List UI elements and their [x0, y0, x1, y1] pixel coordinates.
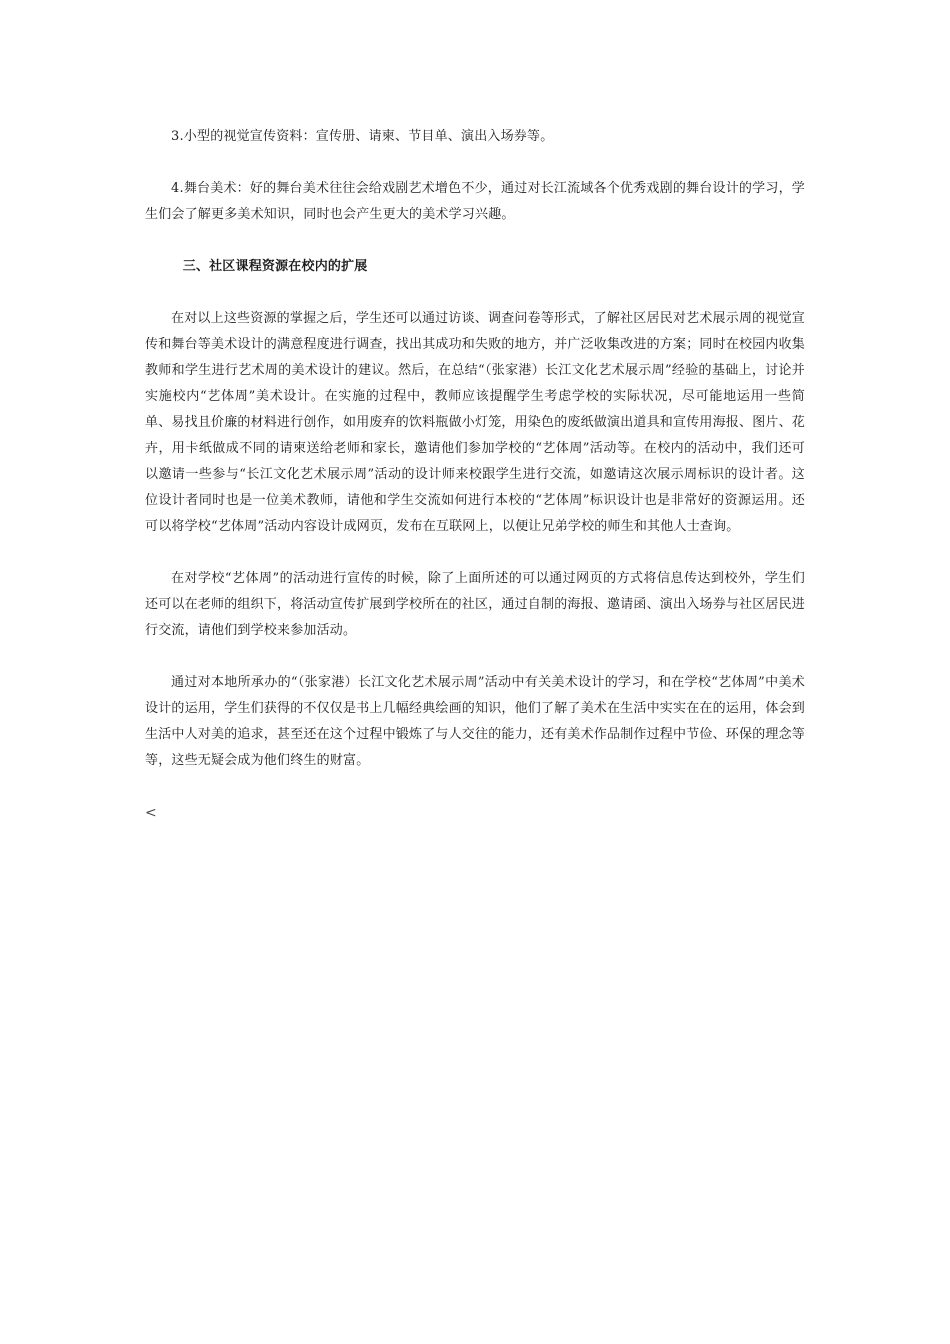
trailing-mark: <: [145, 805, 157, 821]
paragraph-1: 在对以上这些资源的掌握之后，学生还可以通过访谈、调查问卷等形式，了解社区居民对艺术展示周的视觉宣传和舞台等美术设计的满意程度进行调查，找出其成功和失败的地方，并广泛收集改进的方案；同时在校园内收集教师和学生进行艺术周的美术设计的建议。然后，在总结“（张家港）长江文化艺术展示周”经验的基础上，讨论并实施校内“艺体周”美术设计。在实施的过程中，教师应该提醒学生考虑学校的实际状况，尽可能地运用一些简单、易找且价廉的材料进行创作，如用废弃的饮料瓶做小灯笼，用染色的废纸做演出道具和宣传用海报、图片、花卉，用卡纸做成不同的请柬送给老师和家长，邀请他们参加学校的“艺体周”活动等。在校内的活动中，我们还可以邀请一些参与“长江文化艺术展示周”活动的设计师来校跟学生进行交流，如邀请这次展示周标识的设计者。这位设计者同时也是一位美术教师，请他和学生交流如何进行本校的“艺体周”标识设计也是非常好的资源运用。还可以将学校“艺体周”活动内容设计成网页，发布在互联网上，以便让兄弟学校的师生和其他人士查询。: [145, 311, 806, 534]
spacer: [145, 540, 805, 566]
spacer: [145, 150, 805, 176]
list-item-4: 4.舞台美术：好的舞台美术往往会给戏剧艺术增色不少，通过对长江流域各个优秀戏剧的舞台设计的学习，学生们会了解更多美术知识，同时也会产生更大的美术学习兴趣。: [145, 181, 805, 222]
paragraph-3: 通过对本地所承办的“（张家港）长江文化艺术展示周”活动中有关美术设计的学习，和在学校“艺体周”中美术设计的运用，学生们获得的不仅仅是书上几幅经典绘画的知识，他们了解了美术在生活中实实在在的运用，体会到生活中人对美的追求，甚至还在这个过程中锻炼了与人交往的能力，还有美术作品制作过程中节俭、环保的理念等等，这些无疑会成为他们终生的财富。: [145, 675, 806, 768]
spacer: [145, 644, 805, 670]
list-item-3: 3.小型的视觉宣传资料：宣传册、请柬、节目单、演出入场券等。: [171, 129, 554, 144]
paragraph-2: 在对学校“艺体周”的活动进行宣传的时候，除了上面所述的可以通过网页的方式将信息传达到校外，学生们还可以在老师的组织下，将活动宣传扩展到学校所在的社区，通过自制的海报、邀请函、演出入场券与社区居民进行交流，请他们到学校来参加活动。: [145, 571, 806, 638]
spacer: [145, 228, 805, 254]
section-heading: 三、社区课程资源在校内的扩展: [182, 259, 368, 274]
document-body: [145, 124, 805, 826]
spacer: [145, 280, 805, 306]
spacer: [145, 774, 805, 800]
